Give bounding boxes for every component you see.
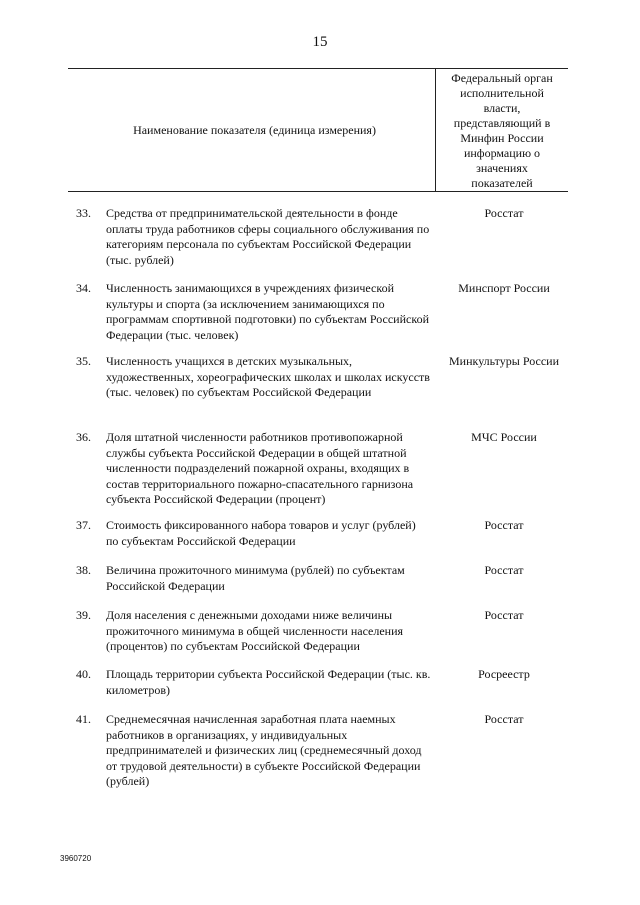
row-indicator: Среднемесячная начисленная заработная плата наемных работников в организациях, у индивидуальных предпринимателей и физических лиц (среднемесячный доход от трудовой деятельности) в субъекте Российской Федерации (рублей) (106, 712, 422, 788)
header-agency-line: значениях (476, 161, 528, 175)
page-number: 15 (312, 34, 328, 50)
header-agency (436, 71, 568, 191)
row-indicator: Площадь территории субъекта Российской Федерации (тыс. кв. километров) (106, 667, 431, 697)
header-indicator-name: Наименование показателя (единица измерения) (133, 122, 376, 137)
row-number: 38. (76, 563, 91, 577)
row-number: 40. (76, 667, 91, 681)
row-number: 33. (76, 206, 91, 220)
document-code: 3960720 (60, 854, 92, 863)
header-agency-line: показателей (471, 176, 533, 190)
row-indicator: Доля населения с денежными доходами ниже величины прожиточного минимума в общей численности населения (процентов) по субъектам Российской Федерации (106, 608, 404, 653)
row-agency: Росстат (484, 712, 524, 726)
row-indicator: Численность занимающихся в учреждениях физической культуры и спорта (за исключением занимающихся по программам спортивной подготовки) по субъектам Российской Федерации (тыс. человек) (106, 281, 429, 342)
row-agency: Росреестр (478, 667, 530, 681)
header-agency-line: представляющий в (453, 116, 551, 130)
row-agency: Росстат (484, 518, 524, 532)
header-agency-line: исполнительной (460, 86, 544, 100)
row-number: 37. (76, 518, 91, 532)
row-number: 36. (76, 430, 91, 444)
header-agency-line: информацию о (463, 146, 541, 160)
row-agency: Минкультуры России (449, 354, 559, 368)
row-indicator: Численность учащихся в детских музыкальных, художественных, хореографических школах и школах искусств (тыс. человек) по субъектам Российской Федерации (106, 354, 430, 399)
header-agency-line: Минфин России (460, 131, 544, 145)
row-agency: Росстат (484, 206, 524, 220)
row-agency: МЧС России (471, 430, 537, 444)
row-agency: Росстат (484, 608, 524, 622)
row-number: 39. (76, 608, 91, 622)
header-agency-line: власти, (483, 101, 521, 115)
table-header (68, 68, 568, 192)
row-indicator: Величина прожиточного минимума (рублей) по субъектам Российской Федерации (106, 563, 405, 593)
row-agency: Минспорт России (458, 281, 550, 295)
row-number: 41. (76, 712, 91, 726)
row-number: 34. (76, 281, 91, 295)
header-agency-line: Федеральный орган (451, 71, 553, 85)
row-indicator: Стоимость фиксированного набора товаров и услуг (рублей) по субъектам Российской Федерации (106, 518, 416, 548)
row-indicator: Доля штатной численности работников противопожарной службы субъекта Российской Федерации в общей штатной численности подразделений пожарной охраны, входящих в состав территориального пожарно-спасательного гарнизона субъекта Российской Федерации (процент) (106, 430, 414, 506)
row-agency: Росстат (484, 563, 524, 577)
row-number: 35. (76, 354, 91, 368)
row-indicator: Средства от предпринимательской деятельности в фонде оплаты труда работников сферы социального обслуживания по категориям персонала по субъектам Российской Федерации (тыс. рублей) (106, 206, 430, 267)
